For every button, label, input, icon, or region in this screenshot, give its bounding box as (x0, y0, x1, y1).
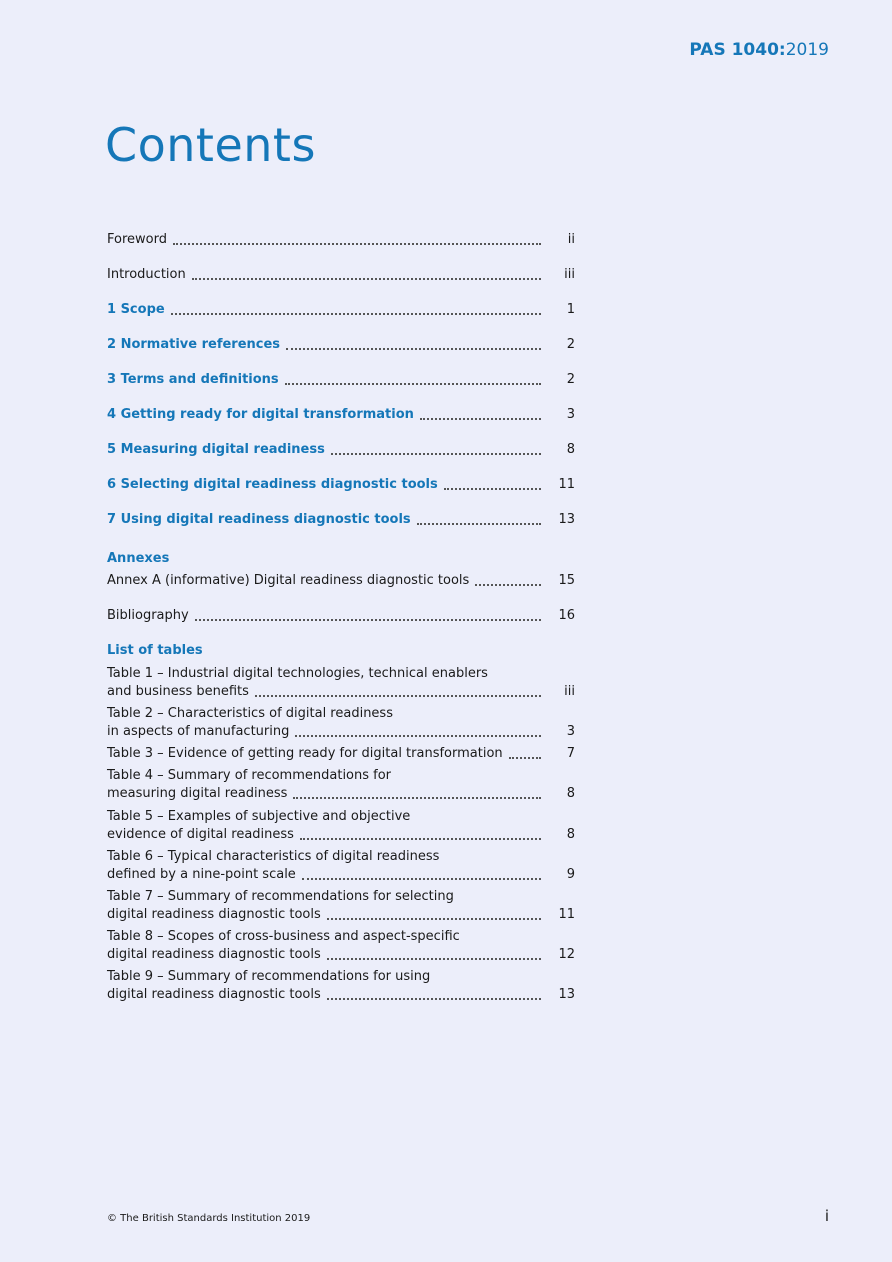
toc-entry-label: 5 Measuring digital readiness (107, 442, 325, 457)
table-entry-6[interactable] (107, 866, 575, 884)
toc-page-number: 7 (566, 746, 575, 761)
toc-page-number: 2 (566, 337, 575, 352)
toc-page-number: iii (564, 267, 575, 282)
toc-entry-label: 1 Scope (107, 302, 165, 317)
toc-entry-label: 2 Normative references (107, 337, 281, 352)
annexes-heading: Annexes (107, 551, 170, 566)
page-title: Contents (105, 118, 316, 172)
table-entry-title-line[interactable]: Table 7 – Summary of recommendations for selecting (107, 889, 454, 904)
table-entry-2[interactable] (107, 723, 575, 741)
toc-page-number: 12 (558, 947, 575, 962)
toc-page-number: 8 (566, 442, 575, 457)
toc-entry-getting-ready[interactable] (107, 406, 575, 424)
dot-leader (327, 918, 541, 920)
table-entry-3[interactable] (107, 745, 575, 763)
table-entry-title-line[interactable]: Table 6 – Typical characteristics of digital readiness (107, 849, 440, 864)
dot-leader (286, 348, 541, 350)
table-entry-title-line[interactable]: Table 8 – Scopes of cross-business and aspect-specific (107, 929, 460, 944)
table-entry-title-line[interactable]: Table 5 – Examples of subjective and objective (107, 809, 411, 824)
toc-page-number: 16 (558, 608, 575, 623)
dot-leader (192, 278, 541, 280)
toc-entry-normative-references[interactable] (107, 336, 575, 354)
toc-page-number: 3 (566, 407, 575, 422)
dot-leader (417, 523, 541, 525)
dot-leader (327, 958, 541, 960)
dot-leader (302, 878, 541, 880)
document-code (689, 40, 829, 60)
table-entry-7[interactable] (107, 906, 575, 924)
toc-entry-label: and business benefits (107, 684, 249, 699)
toc-entry-label: Annex A (informative) Digital readiness diagnostic tools (107, 573, 470, 588)
table-entry-title-line[interactable]: Table 4 – Summary of recommendations for (107, 768, 392, 783)
dot-leader (171, 313, 541, 315)
dot-leader (285, 383, 541, 385)
toc-page-number: ii (567, 232, 575, 247)
toc-page-number: 1 (566, 302, 575, 317)
dot-leader (293, 797, 541, 799)
toc-entry-bibliography[interactable] (107, 607, 575, 625)
toc-entry-label: Foreword (107, 232, 167, 247)
toc-page-number: 13 (558, 987, 575, 1002)
toc-entry-using[interactable] (107, 511, 575, 529)
dot-leader (195, 619, 541, 621)
table-entry-1[interactable] (107, 683, 575, 701)
document-code-year: 2019 (785, 40, 829, 60)
toc-entry-label: Table 3 – Evidence of getting ready for digital transformation (107, 746, 503, 761)
toc-page-number: 3 (566, 724, 575, 739)
toc-page-number: 11 (558, 907, 575, 922)
toc-page-number: 13 (558, 512, 575, 527)
table-entry-9[interactable] (107, 986, 575, 1004)
toc-page-number: 11 (558, 477, 575, 492)
list-of-tables-heading: List of tables (107, 643, 203, 658)
toc-entry-label: defined by a nine-point scale (107, 867, 296, 882)
toc-page-number: iii (564, 684, 575, 699)
toc-entry-measuring[interactable] (107, 441, 575, 459)
toc-entry-terms-and-definitions[interactable] (107, 371, 575, 389)
toc-entry-label: in aspects of manufacturing (107, 724, 290, 739)
toc-entry-label: digital readiness diagnostic tools (107, 987, 321, 1002)
toc-entry-label: Bibliography (107, 608, 189, 623)
dot-leader (173, 243, 541, 245)
dot-leader (255, 695, 541, 697)
dot-leader (327, 998, 541, 1000)
toc-entry-label: 3 Terms and definitions (107, 372, 279, 387)
toc-page-number: 8 (566, 827, 575, 842)
table-entry-4[interactable] (107, 785, 575, 803)
toc-page-number: 2 (566, 372, 575, 387)
copyright-notice: © The British Standards Institution 2019 (107, 1213, 311, 1224)
toc-page-number: 15 (558, 573, 575, 588)
table-entry-8[interactable] (107, 946, 575, 964)
toc-page-number: 8 (566, 786, 575, 801)
table-entry-title-line[interactable]: Table 1 – Industrial digital technologies, technical enablers (107, 666, 488, 681)
toc-entry-label: digital readiness diagnostic tools (107, 947, 321, 962)
dot-leader (444, 488, 541, 490)
dot-leader (509, 757, 541, 759)
dot-leader (331, 453, 541, 455)
toc-entry-label: evidence of digital readiness (107, 827, 294, 842)
toc-entry-label: measuring digital readiness (107, 786, 288, 801)
toc-entry-foreword[interactable] (107, 231, 575, 249)
toc-entry-label: digital readiness diagnostic tools (107, 907, 321, 922)
table-entry-5[interactable] (107, 826, 575, 844)
toc-entry-scope[interactable] (107, 301, 575, 319)
toc-entry-label: 7 Using digital readiness diagnostic tools (107, 512, 411, 527)
toc-entry-label: 4 Getting ready for digital transformation (107, 407, 414, 422)
table-entry-title-line[interactable]: Table 2 – Characteristics of digital readiness (107, 706, 393, 721)
dot-leader (295, 735, 541, 737)
page-number: i (824, 1207, 829, 1225)
toc-entry-label: Introduction (107, 267, 186, 282)
dot-leader (420, 418, 541, 420)
dot-leader (300, 838, 541, 840)
table-entry-title-line[interactable]: Table 9 – Summary of recommendations for using (107, 969, 431, 984)
toc-entry-selecting[interactable] (107, 476, 575, 494)
toc-entry-annex-a[interactable] (107, 572, 575, 590)
document-code-bold: PAS 1040: (689, 40, 786, 60)
toc-entry-introduction[interactable] (107, 266, 575, 284)
toc-entry-label: 6 Selecting digital readiness diagnostic tools (107, 477, 438, 492)
toc-page-number: 9 (566, 867, 575, 882)
dot-leader (475, 584, 541, 586)
